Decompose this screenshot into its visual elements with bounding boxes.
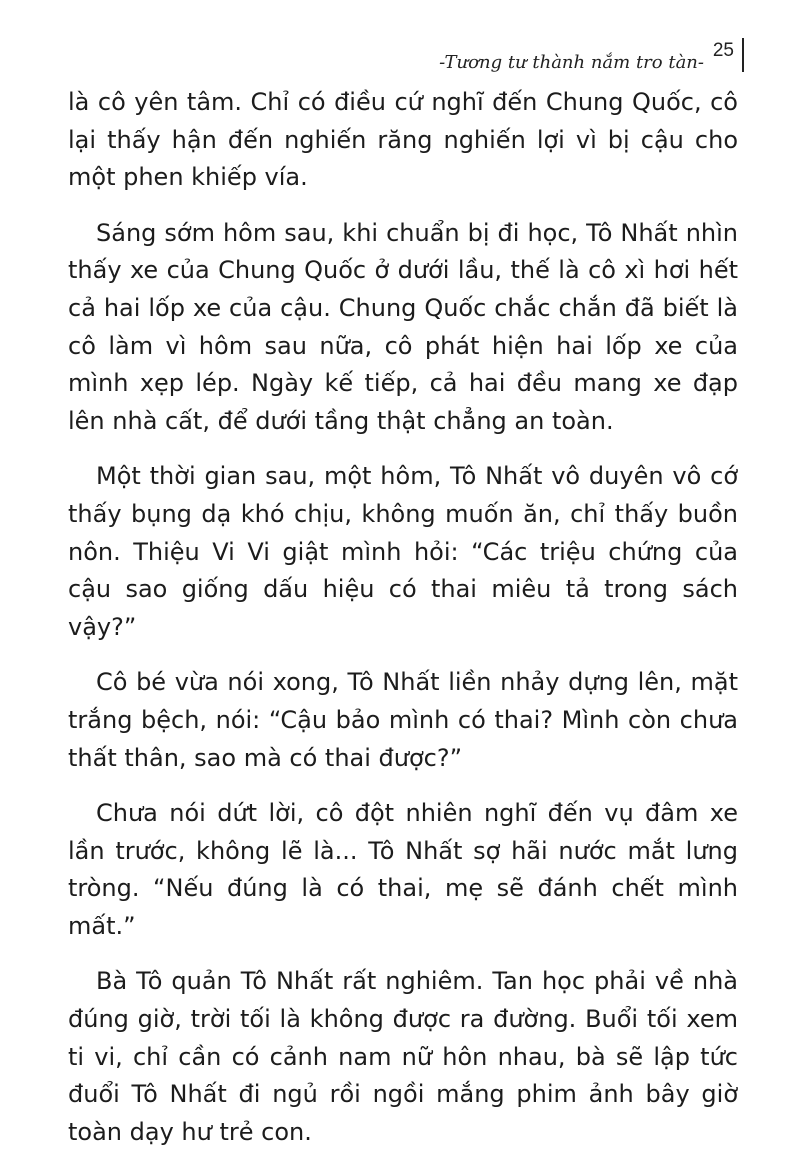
- paragraph: Bà Tô quản Tô Nhất rất nghiêm. Tan học phải về nhà đúng giờ, trời tối là không được ra đường. Buổi tối xem ti vi, chỉ cần có cảnh nam nữ hôn nhau, bà sẽ lập tức đuổi Tô Nhất đi ngủ rồi ngồi mắng phim ảnh bây giờ toàn dạy hư trẻ con.: [68, 967, 738, 1146]
- running-head-title: -Tương tư thành nắm tro tàn-: [439, 52, 704, 73]
- page-number: 25: [712, 40, 734, 61]
- paragraph: Sáng sớm hôm sau, khi chuẩn bị đi học, Tô Nhất nhìn thấy xe của Chung Quốc ở dưới lầu, thế là cô xì hơi hết cả hai lốp xe của cậu. Chung Quốc chắc chắn đã biết là cô làm vì hôm sau nữa, cô phát hiện hai lốp xe của mình xẹp lép. Ngày kế tiếp, cả hai đều mang xe đạp lên nhà cất, để dưới tầng thật chẳng an toàn.: [68, 218, 738, 435]
- paragraph: là cô yên tâm. Chỉ có điều cứ nghĩ đến Chung Quốc, cô lại thấy hận đến nghiến răng nghiến lợi vì bị cậu cho một phen khiếp vía.: [68, 88, 738, 192]
- body-text: [68, 84, 738, 1169]
- paragraph: Chưa nói dứt lời, cô đột nhiên nghĩ đến vụ đâm xe lần trước, không lẽ là... Tô Nhất sợ hãi nước mắt lưng tròng. “Nếu đúng là có thai, mẹ sẽ đánh chết mình mất.”: [68, 799, 738, 940]
- paragraph: Một thời gian sau, một hôm, Tô Nhất vô duyên vô cớ thấy bụng dạ khó chịu, không muốn ăn, chỉ thấy buồn nôn. Thiệu Vi Vi giật mình hỏi: “Các triệu chứng của cậu sao giống dấu hiệu có thai miêu tả trong sách vậy?”: [68, 462, 738, 641]
- paragraph: Cô bé vừa nói xong, Tô Nhất liền nhảy dựng lên, mặt trắng bệch, nói: “Cậu bảo mình có thai? Mình còn chưa thất thân, sao mà có thai được?”: [68, 668, 738, 772]
- header-divider: [742, 38, 744, 72]
